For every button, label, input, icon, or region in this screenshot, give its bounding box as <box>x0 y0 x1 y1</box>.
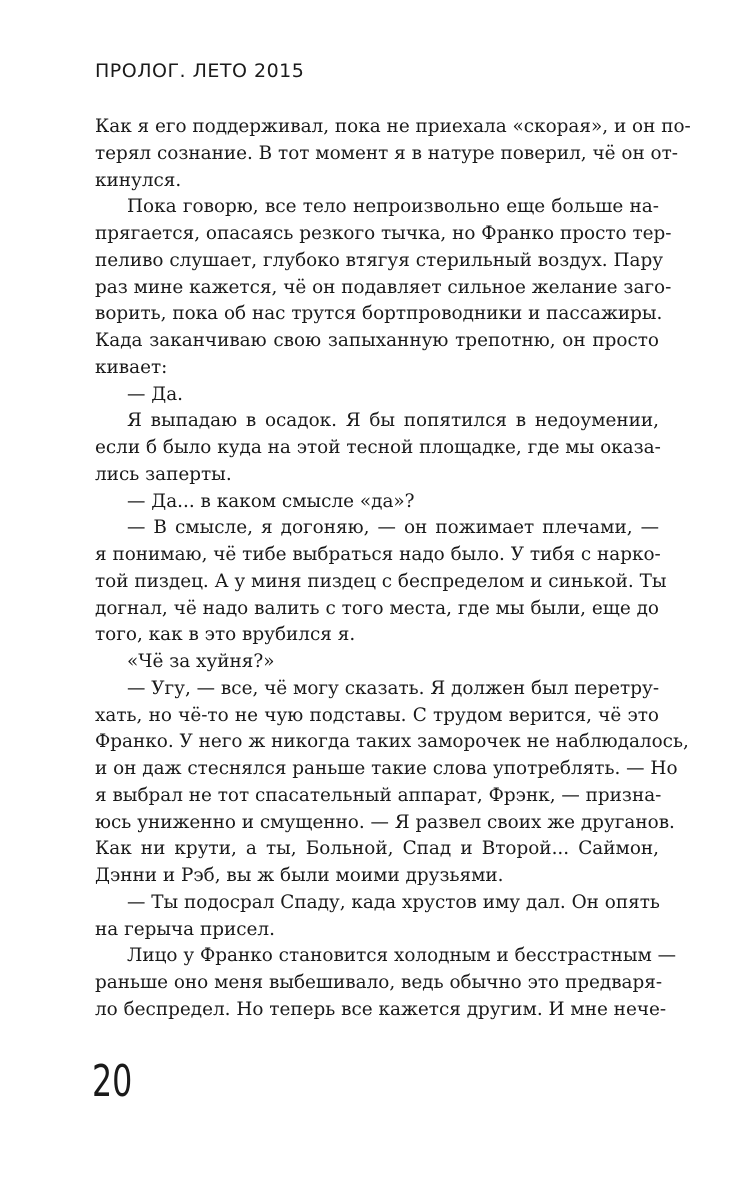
text-line: я понимаю, чё тибе выбраться надо было. У тибя с нарко- <box>95 544 661 565</box>
text-line: «Чё за хуйня?» <box>127 651 275 672</box>
text-line: догнал, чё надо валить с того места, где мы были, еще до <box>95 597 659 619</box>
text-line: прягается, опасаясь резкого тычка, но Франко просто тер- <box>95 223 672 244</box>
text-line: — Угу, — все, чё могу сказать. Я должен был перетру- <box>127 677 660 699</box>
text-line: кинулся. <box>95 169 182 191</box>
text-line: и он даж стеснялся раньше такие слова употреблять. — Но <box>95 758 678 779</box>
text-line: Пока говорю, все тело непроизвольно еще больше на- <box>127 196 659 218</box>
text-line: раньше оно меня выбешивало, ведь обычно это предваря- <box>95 972 663 993</box>
text-line: Как ни крути, а ты, Больной, Спад и Второй... Саймон, <box>95 838 659 860</box>
text-line: Как я его поддерживал, пока не приехала «скорая», и он по- <box>95 116 691 137</box>
text-line: если б было куда на этой тесной площадке, где мы оказа- <box>95 437 661 458</box>
text-line: юсь униженно и смущенно. — Я развел своих же друганов. <box>95 811 675 833</box>
text-line: Лицо у Франко становится холодным и бесстрастным — <box>127 945 677 967</box>
text-line: — Да... в каком смысле «да»? <box>127 490 415 512</box>
text-line: той пиздец. А у миня пиздец с беспределом и синькой. Ты <box>95 570 667 592</box>
text-line: хать, но чё-то не чую подставы. С трудом верится, чё это <box>95 704 659 726</box>
text-line: лись заперты. <box>95 463 232 485</box>
text-line: того, как в это врубился я. <box>95 624 356 646</box>
text-line: кивает: <box>95 356 168 378</box>
text-line: — Да. <box>127 383 183 405</box>
text-line: Када заканчиваю свою запыханную трепотню, он просто <box>95 330 659 351</box>
running-head: ПРОЛОГ. ЛЕТО 2015 <box>95 60 305 82</box>
text-line: на герыча присел. <box>95 918 275 940</box>
text-line: ворить, пока об нас трутся бортпроводники и пассажиры. <box>95 303 663 325</box>
page-number: 20 <box>92 1056 133 1107</box>
text-line: я выбрал не тот спасательный аппарат, Фрэнк, — призна- <box>95 784 662 806</box>
text-line: Дэнни и Рэб, вы ж были моими друзьями. <box>95 865 504 886</box>
text-line: терял сознание. В тот момент я в натуре поверил, чё он от- <box>95 142 679 164</box>
text-line: — Ты подосрал Спаду, када хрустов иму дал. Он опять <box>127 891 660 913</box>
text-line: ло беспредел. Но теперь все кажется другим. И мне нече- <box>95 998 667 1020</box>
text-line: Франко. У него ж никогда таких заморочек не наблюдалось, <box>95 731 689 753</box>
text-line: пеливо слушает, глубоко втягуя стерильный воздух. Пару <box>95 249 664 271</box>
text-line: раз мине кажется, чё он подавляет сильное желание заго- <box>95 276 672 298</box>
body-text <box>95 114 691 1024</box>
text-line: — В смысле, я догоняю, — он пожимает плечами, — <box>127 517 659 539</box>
text-line: Я выпадаю в осадок. Я бы попятился в недоумении, <box>127 410 659 432</box>
